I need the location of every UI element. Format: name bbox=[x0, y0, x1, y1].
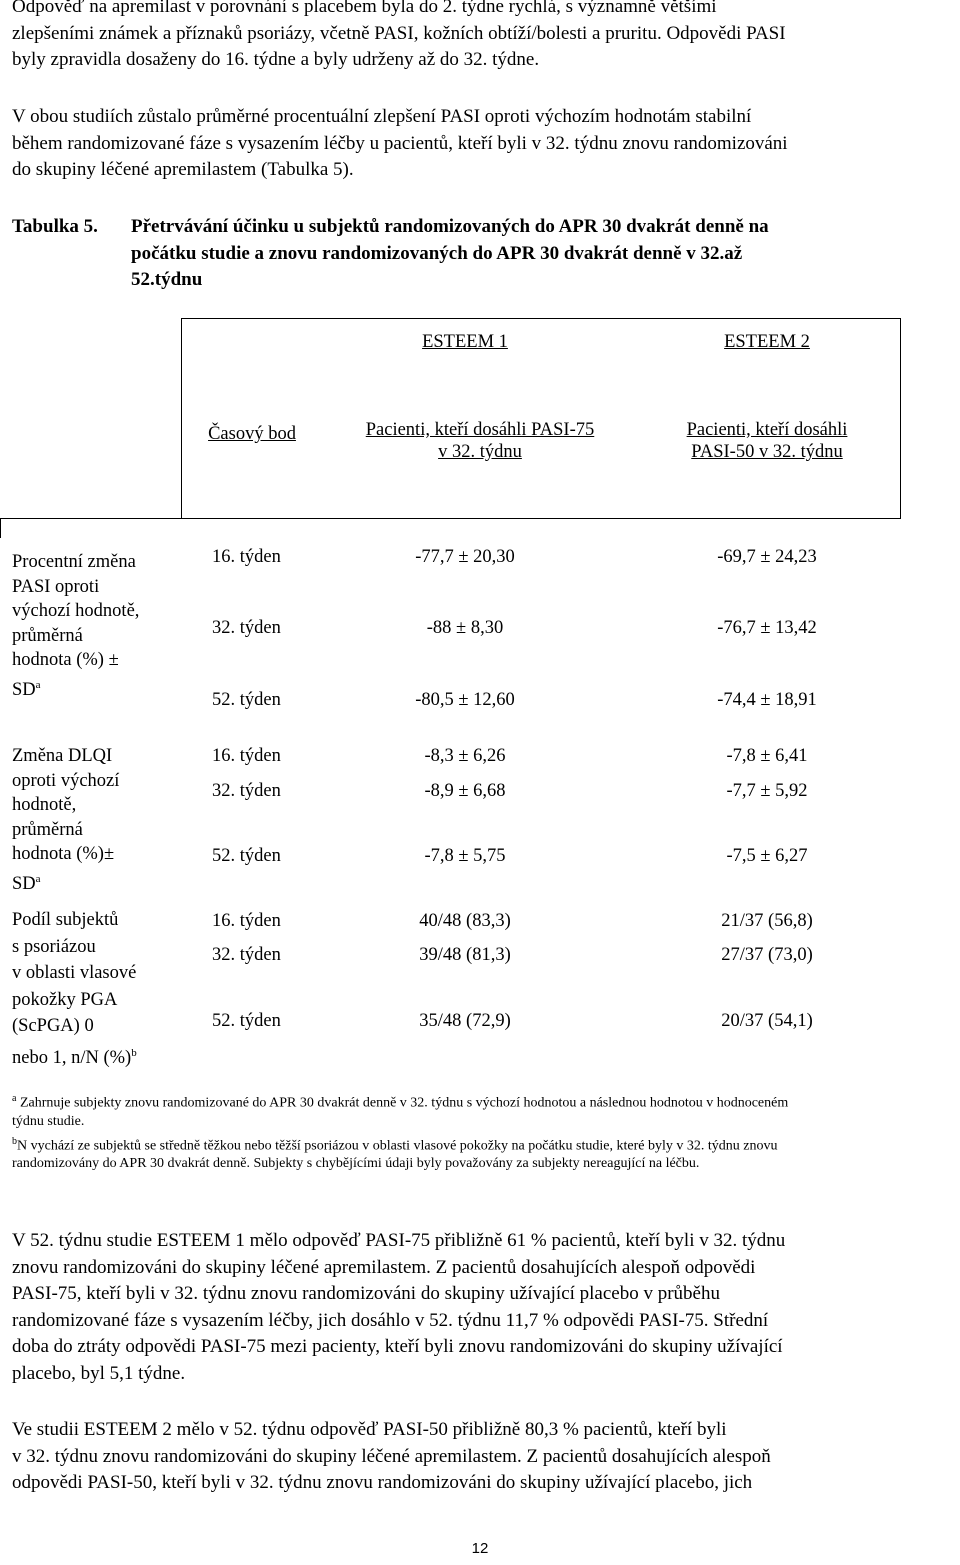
row-value-esteem2: -76,7 ± 13,42 bbox=[717, 618, 817, 638]
group-label-line: s psoriázou bbox=[12, 936, 96, 957]
table-caption-line: počátku studie a znovu randomizovaných do APR 30 dvakrát denně v 32.až bbox=[131, 242, 743, 264]
row-value-esteem2: -7,8 ± 6,41 bbox=[726, 746, 808, 766]
row-time: 16. týden bbox=[212, 911, 281, 931]
stability-line: V obou studiích zůstalo průměrné procentuální zlepšení PASI oproti výchozím hodnotám stabilní bbox=[12, 106, 752, 127]
footnote-marker: b bbox=[131, 1046, 137, 1059]
row-value-esteem2: -69,7 ± 24,23 bbox=[717, 547, 817, 567]
esteem1-column-header-line: Pacienti, kteří dosáhli PASI-75 bbox=[365, 420, 595, 440]
group-label-line: oproti výchozí bbox=[12, 770, 120, 791]
stability-line: během randomizované fáze s vysazením léčby u pacientů, kteří byli v 32. týdnu znovu randomizováni bbox=[12, 132, 788, 154]
esteem2-column-header bbox=[617, 419, 917, 463]
footnote-b bbox=[12, 1133, 957, 1174]
row-value-esteem2: 21/37 (56,8) bbox=[721, 911, 813, 931]
group-label-line: Procentní změna bbox=[12, 552, 136, 572]
group-label-line: průměrná bbox=[12, 819, 83, 840]
group-label-line: v oblasti vlasové bbox=[12, 963, 137, 983]
esteem1-column-header-line: v 32. týdnu bbox=[438, 442, 522, 462]
row-time: 32. týden bbox=[212, 945, 281, 965]
intro-line: Odpověď na apremilast v porovnání s placebem byla do 2. týdne rychlá, s významně většími bbox=[12, 0, 717, 17]
esteem1-line: V 52. týdnu studie ESTEEM 1 mělo odpověď PASI-75 přibližně 61 % pacientů, kteří byli v 32. týdnu bbox=[12, 1230, 786, 1251]
esteem2-column-header-line: Pacienti, kteří dosáhli bbox=[686, 420, 848, 440]
esteem1-line: randomizované fáze s vysazením léčby, jich dosáhlo v 52. týdnu 11,7 % odpovědi PASI-75. Střední bbox=[12, 1309, 769, 1331]
row-time: 32. týden bbox=[212, 618, 281, 638]
footnote-a-line: Zahrnuje subjekty znovu randomizované do APR 30 dvakrát denně v 32. týdnu s výchozí hodnotou a následnou hodnotou v hodnoceném bbox=[19, 1095, 789, 1111]
group-label-pasi-change bbox=[12, 550, 187, 702]
intro-line: zlepšeními známek a příznaků psoriázy, včetně PASI, kožních obtíží/bolesti a pruritu. Odpovědi PASI bbox=[12, 22, 786, 44]
table-top-border bbox=[181, 318, 901, 319]
table-caption-label: Tabulka 5. bbox=[12, 216, 98, 237]
esteem2-line: Ve studii ESTEEM 2 mělo v 52. týdnu odpověď PASI-50 přibližně 80,3 % pacientů, kteří byli bbox=[12, 1419, 727, 1440]
esteem2-line: v 32. týdnu znovu randomizováni do skupiny léčené apremilastem. Z pacientů dosahujících alespoň bbox=[12, 1445, 771, 1467]
group-label-line: průměrná bbox=[12, 625, 83, 646]
footnote-marker: a bbox=[35, 678, 41, 691]
row-time: 52. týden bbox=[212, 690, 281, 710]
footnote-b-line: randomizovány do APR 30 dvakrát denně. Subjekty s chybějícími údaji byly považovány za subjekty nereagující na léčbu. bbox=[12, 1156, 700, 1172]
row-value-esteem1: -77,7 ± 20,30 bbox=[415, 547, 515, 567]
esteem1-line: znovu randomizováni do skupiny léčené apremilastem. Z pacientů dosahujících alespoň odpovědi bbox=[12, 1256, 756, 1278]
group-label-line: nebo 1, n/N (%) bbox=[12, 1047, 132, 1068]
study-header-esteem2: ESTEEM 2 bbox=[724, 332, 810, 352]
table-header-bottom-border bbox=[0, 518, 901, 519]
row-value-esteem2: -7,5 ± 6,27 bbox=[726, 846, 808, 866]
row-value-esteem2: -74,4 ± 18,91 bbox=[717, 690, 817, 710]
table-caption-line: Přetrvávání účinku u subjektů randomizovaných do APR 30 dvakrát denně na bbox=[131, 216, 769, 237]
row-value-esteem1: -8,3 ± 6,26 bbox=[424, 746, 506, 766]
group-label-scpga bbox=[12, 907, 187, 1071]
table-border-left bbox=[181, 318, 182, 519]
group-label-line: Změna DLQI bbox=[12, 746, 113, 766]
stability-line: do skupiny léčené apremilastem (Tabulka 5). bbox=[12, 159, 354, 180]
row-value-esteem2: -7,7 ± 5,92 bbox=[726, 781, 808, 801]
group-label-line: pokožky PGA bbox=[12, 989, 118, 1010]
group-label-line: (ScPGA) 0 bbox=[12, 1016, 94, 1036]
esteem2-column-header-line: PASI-50 v 32. týdnu bbox=[691, 442, 843, 462]
row-value-esteem1: -8,9 ± 6,68 bbox=[424, 781, 506, 801]
timepoint-header: Časový bod bbox=[208, 424, 296, 444]
esteem2-line: odpovědi PASI-50, kteří byli v 32. týdnu znovu randomizováni do skupiny užívající placebo, jich bbox=[12, 1472, 753, 1493]
row-time: 32. týden bbox=[212, 781, 281, 801]
group-label-line: SD bbox=[12, 873, 36, 894]
esteem1-line: placebo, byl 5,1 týdne. bbox=[12, 1362, 186, 1384]
group-label-line: hodnota (%)± bbox=[12, 844, 115, 864]
page-number: 12 bbox=[471, 1540, 489, 1557]
row-time: 16. týden bbox=[212, 746, 281, 766]
table-footnotes bbox=[12, 1090, 957, 1173]
intro-line: byly zpravidla dosaženy do 16. týdne a byly udrženy až do 32. týdne. bbox=[12, 49, 540, 70]
table-caption bbox=[12, 214, 952, 294]
row-value-esteem2: 20/37 (54,1) bbox=[721, 1011, 813, 1031]
esteem1-paragraph bbox=[12, 1228, 957, 1387]
footnote-marker: a bbox=[35, 872, 41, 885]
group-label-line: výchozí hodnotě, bbox=[12, 601, 140, 621]
group-label-dlqi-change bbox=[12, 744, 187, 896]
row-time: 16. týden bbox=[212, 547, 281, 567]
footnote-b-marker: b bbox=[12, 1135, 17, 1147]
group-label-line: hodnotě, bbox=[12, 795, 77, 815]
group-label-line: hodnota (%) ± bbox=[12, 650, 119, 670]
row-value-esteem1: -7,8 ± 5,75 bbox=[424, 846, 506, 866]
row-value-esteem1: 35/48 (72,9) bbox=[419, 1011, 511, 1031]
group-label-line: SD bbox=[12, 679, 36, 700]
row-time: 52. týden bbox=[212, 846, 281, 866]
row-value-esteem1: 39/48 (81,3) bbox=[419, 945, 511, 965]
esteem2-paragraph bbox=[12, 1417, 957, 1497]
footnote-a-line: týdnu studie. bbox=[12, 1113, 85, 1129]
study-header-esteem1: ESTEEM 1 bbox=[422, 332, 508, 352]
table-border-outer-left bbox=[0, 518, 1, 538]
stability-paragraph bbox=[12, 104, 957, 184]
esteem1-line: PASI-75, kteří byli v 32. týdnu znovu randomizováni do skupiny užívající placebo v průběhu bbox=[12, 1283, 720, 1304]
footnote-a bbox=[12, 1090, 957, 1131]
footnote-a-marker: a bbox=[12, 1093, 17, 1104]
row-value-esteem2: 27/37 (73,0) bbox=[721, 945, 813, 965]
group-label-line: Podíl subjektů bbox=[12, 910, 119, 930]
row-value-esteem1: -88 ± 8,30 bbox=[426, 618, 504, 638]
intro-paragraph bbox=[12, 0, 957, 74]
group-label-line: PASI oproti bbox=[12, 576, 100, 597]
footnote-b-line: N vychází ze subjektů se středně těžkou nebo těžší psoriázou v oblasti vlasové pokožky na počátku studie, které byly v 32. týdnu znovu bbox=[17, 1138, 778, 1154]
esteem1-column-header bbox=[330, 419, 630, 463]
table-caption-line: 52.týdnu bbox=[131, 269, 203, 290]
row-value-esteem1: 40/48 (83,3) bbox=[419, 911, 511, 931]
row-time: 52. týden bbox=[212, 1011, 281, 1031]
row-value-esteem1: -80,5 ± 12,60 bbox=[415, 690, 515, 710]
esteem1-line: doba do ztráty odpovědi PASI-75 mezi pacienty, kteří byli znovu randomizováni do skupiny užívající bbox=[12, 1336, 783, 1357]
